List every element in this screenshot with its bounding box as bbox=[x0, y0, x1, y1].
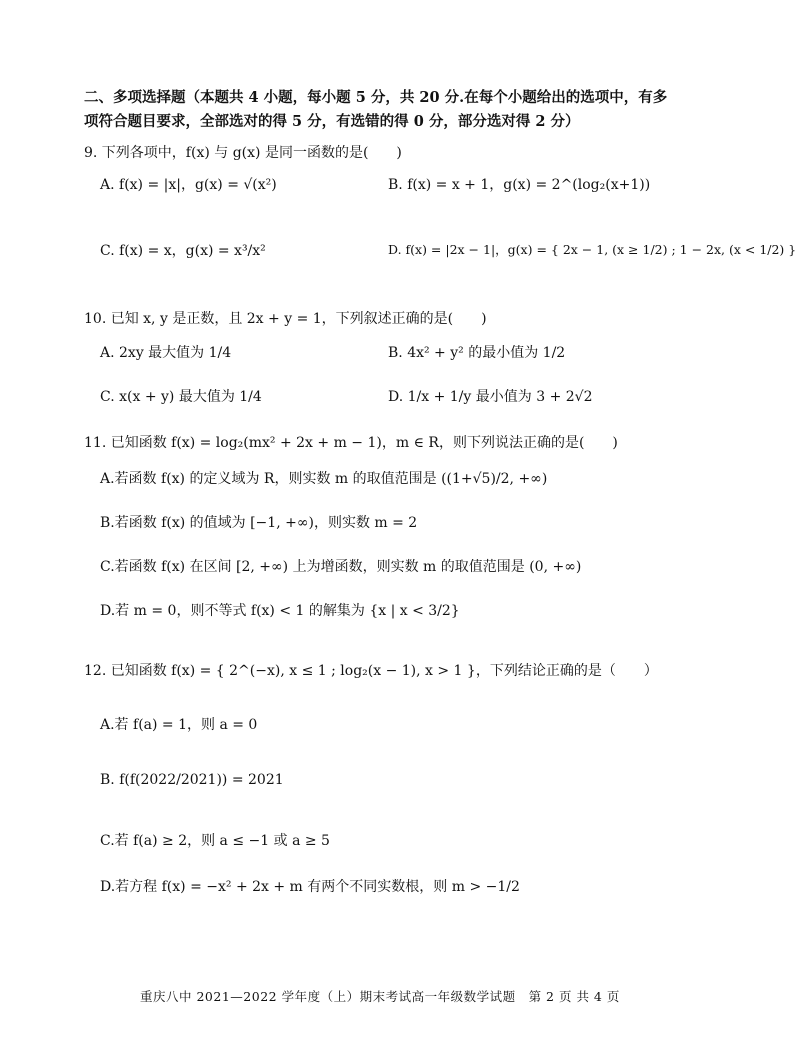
question-12-option-a: A.若 f(a) = 1，则 a = 0 bbox=[100, 717, 258, 733]
question-9-option-d: D. f(x) = |2x − 1|，g(x) = { 2x − 1, (x ≥ 1/2) ; 1 − 2x, (x < 1/2) } bbox=[388, 242, 796, 257]
question-11-option-c: C.若函数 f(x) 在区间 [2, +∞) 上为增函数，则实数 m 的取值范围是 (0, +∞) bbox=[100, 559, 582, 575]
question-12-stem: 12. 已知函数 f(x) = { 2^(−x), x ≤ 1 ; log₂(x − 1), x > 1 }，下列结论正确的是（ ） bbox=[84, 663, 658, 679]
question-11-option-a: A.若函数 f(x) 的定义域为 R，则实数 m 的取值范围是 ((1+√5)/2, +∞) bbox=[100, 471, 548, 487]
section-heading-line2: 项符合题目要求，全部选对的得 5 分，有选错的得 0 分，部分选对得 2 分） bbox=[84, 113, 580, 130]
question-10-option-b: B. 4x² + y² 的最小值为 1/2 bbox=[388, 345, 566, 361]
question-12-option-d: D.若方程 f(x) = −x² + 2x + m 有两个不同实数根，则 m > −1/2 bbox=[100, 879, 520, 895]
question-10-option-d: D. 1/x + 1/y 最小值为 3 + 2√2 bbox=[388, 389, 593, 405]
question-12-option-b: B. f(f(2022/2021)) = 2021 bbox=[100, 772, 284, 788]
question-11-option-d: D.若 m = 0，则不等式 f(x) < 1 的解集为 {x | x < 3/2} bbox=[100, 603, 460, 619]
question-9-stem: 9. 下列各项中，f(x) 与 g(x) 是同一函数的是( ) bbox=[84, 145, 402, 161]
question-10-option-c: C. x(x + y) 最大值为 1/4 bbox=[100, 389, 262, 405]
question-11-stem: 11. 已知函数 f(x) = log₂(mx² + 2x + m − 1)，m ∈ R，则下列说法正确的是( ) bbox=[84, 435, 618, 451]
page-footer: 重庆八中 2021—2022 学年度（上）期末考试高一年级数学试题 第 2 页 共 4 页 bbox=[140, 989, 620, 1004]
section-heading-line1: 二、多项选择题（本题共 4 小题，每小题 5 分，共 20 分.在每个小题给出的选项中，有多 bbox=[84, 89, 668, 106]
question-9-option-a: A. f(x) = |x|，g(x) = √(x²) bbox=[100, 177, 277, 193]
question-11-option-b: B.若函数 f(x) 的值域为 [−1, +∞)，则实数 m = 2 bbox=[100, 515, 418, 531]
question-9-option-b: B. f(x) = x + 1，g(x) = 2^(log₂(x+1)) bbox=[388, 177, 651, 193]
question-12-option-c: C.若 f(a) ≥ 2，则 a ≤ −1 或 a ≥ 5 bbox=[100, 833, 330, 849]
question-9-option-c: C. f(x) = x，g(x) = x³/x² bbox=[100, 243, 266, 259]
question-10-stem: 10. 已知 x, y 是正数，且 2x + y = 1，下列叙述正确的是( ) bbox=[84, 311, 487, 327]
question-10-option-a: A. 2xy 最大值为 1/4 bbox=[100, 345, 232, 361]
